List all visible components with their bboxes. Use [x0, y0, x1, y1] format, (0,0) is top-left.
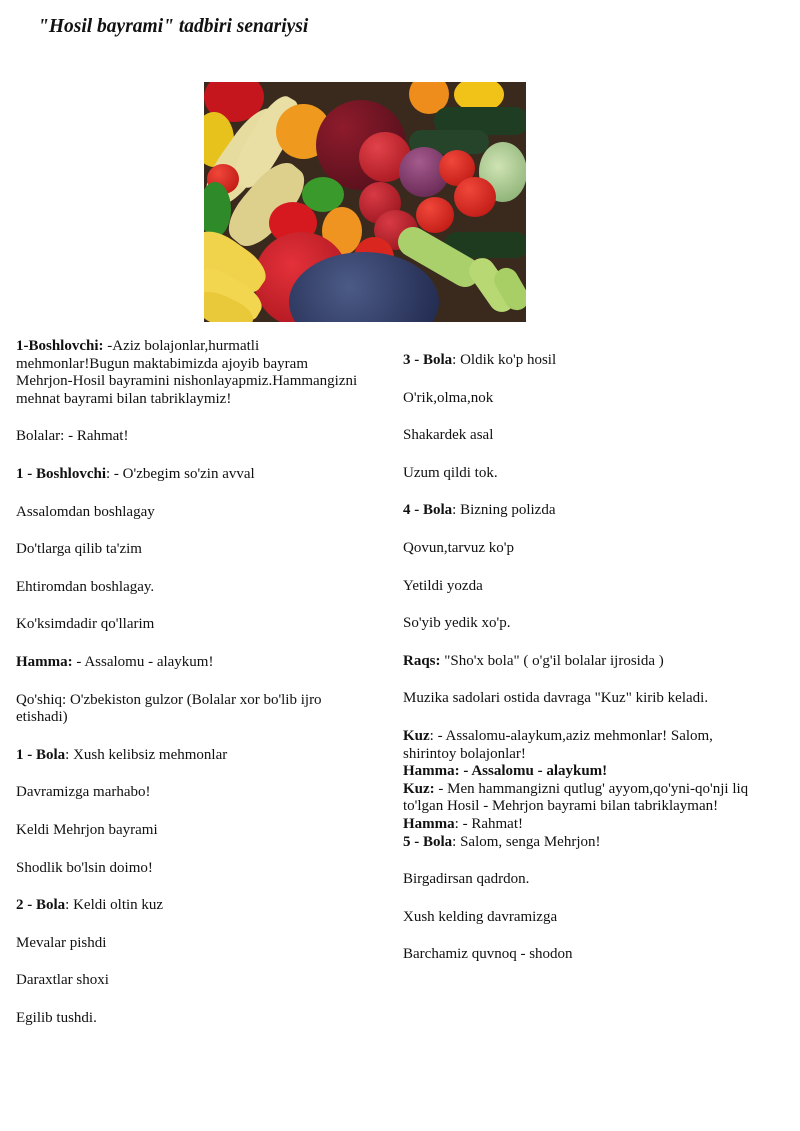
speaker-label: Kuz [403, 727, 430, 744]
speaker-label: 4 - Bola [403, 502, 453, 519]
line-text: Ko'ksimdadir qo'llarim [16, 616, 155, 633]
line-text: Muzika sadolari ostida davraga "Kuz" kirib keladi. [403, 690, 709, 707]
script-line [16, 935, 361, 953]
line-text: "Sho'x bola" ( o'g'il bolalar ijrosida ) [440, 652, 664, 669]
script-line [403, 728, 763, 763]
line-text: Assalomdan boshlagay [16, 503, 155, 520]
speaker-label: Raqs: [403, 652, 441, 669]
script-line [16, 466, 361, 484]
script-line [403, 909, 763, 927]
script-line [16, 338, 361, 408]
script-line [16, 579, 361, 597]
right-column [403, 352, 763, 984]
script-line [403, 946, 763, 964]
line-text: : Salom, senga Mehrjon! [452, 833, 601, 850]
script-line [16, 822, 361, 840]
line-text: Qo'shiq: O'zbekiston gulzor (Bolalar xor bo'lib ijro etishadi) [16, 691, 322, 726]
speaker-label: Kuz: [403, 780, 435, 797]
script-line [403, 578, 763, 596]
script-line [403, 871, 763, 889]
script-line [16, 692, 361, 727]
line-text: -Aziz bolajonlar,hurmatli mehmonlar!Bugun maktabimizda ajoyib bayram Mehrjon-Hosil bayramini nishonlayapmiz.Hammangizni mehnat bayrami bilan tabriklaymiz! [16, 338, 358, 407]
tomato-shape [454, 177, 496, 217]
line-text: Shodlik bo'lsin doimo! [16, 859, 153, 876]
script-line [403, 781, 763, 816]
line-text: So'yib yedik xo'p. [403, 615, 511, 632]
script-line [403, 502, 763, 520]
script-line [16, 972, 361, 990]
script-line [403, 465, 763, 483]
line-text: Qovun,tarvuz ko'p [403, 539, 515, 556]
line-text: Bolalar: - Rahmat! [16, 428, 129, 445]
script-line [403, 816, 763, 834]
line-text: Keldi Mehrjon bayrami [16, 821, 158, 838]
script-line [403, 352, 763, 370]
line-text: Shakardek asal [403, 427, 494, 444]
script-line [403, 763, 763, 781]
line-text: Barchamiz quvnoq - shodon [403, 946, 573, 963]
line-text: - Men hammangizni qutlug' ayyom,qo'yni-qo'nji liq to'lgan Hosil - Mehrjon bayrami bilan tabriklayman! [403, 780, 749, 815]
speaker-label: 5 - Bola [403, 833, 453, 850]
script-line [403, 390, 763, 408]
tomato-shape [416, 197, 454, 233]
line-text: Mevalar pishdi [16, 934, 107, 951]
line-text: Ehtiromdan boshlagay. [16, 578, 155, 595]
script-line [16, 428, 361, 446]
script-line [16, 654, 361, 672]
fruits-vegetables-image [204, 82, 526, 322]
document-title: "Hosil bayrami" tadbiri senariysi [38, 16, 309, 37]
script-line [16, 897, 361, 915]
line-text: Yetildi yozda [403, 577, 483, 594]
script-line [403, 540, 763, 558]
script-line [16, 504, 361, 522]
line-text: Uzum qildi tok. [403, 464, 498, 481]
line-text: : Xush kelibsiz mehmonlar [65, 746, 228, 763]
line-text: : Oldik ko'p hosil [452, 352, 557, 368]
line-text: : - O'zbegim so'zin avval [106, 465, 255, 482]
line-text: Do'tlarga qilib ta'zim [16, 541, 142, 558]
script-line [16, 616, 361, 634]
script-line [403, 615, 763, 633]
line-text: Daraxtlar shoxi [16, 972, 109, 989]
script-line [403, 690, 763, 708]
left-column [16, 338, 361, 1047]
line-text: : Bizning polizda [452, 502, 556, 519]
script-line [403, 834, 763, 852]
speaker-label: 1 - Bola [16, 746, 66, 763]
script-line [16, 541, 361, 559]
script-line [403, 427, 763, 445]
line-text: Xush kelding davramizga [403, 908, 558, 925]
line-text: : Keldi oltin kuz [65, 897, 164, 914]
line-text: Davramizga marhabo! [16, 784, 151, 801]
line-text: : - Assalomu-alaykum,aziz mehmonlar! Salom, shirintoy bolajonlar! [403, 727, 713, 762]
script-line [16, 784, 361, 802]
line-text: Egilib tushdi. [16, 1009, 97, 1026]
line-text: - Assalomu - alaykum! [72, 653, 214, 670]
speaker-label: Hamma: [16, 653, 73, 670]
line-text: : - Rahmat! [454, 815, 523, 832]
speaker-label: 3 - Bola [403, 352, 453, 368]
speaker-label: Hamma [403, 815, 455, 832]
script-line [16, 747, 361, 765]
line-text: O'rik,olma,nok [403, 389, 494, 406]
speaker-label: 1 - Boshlovchi [16, 465, 107, 482]
speaker-label: 2 - Bola [16, 897, 66, 914]
line-text: Birgadirsan qadrdon. [403, 871, 530, 888]
script-line [403, 653, 763, 671]
speaker-label: Hamma: - Assalomu - alaykum! [403, 763, 608, 780]
green-pepper-shape [204, 182, 231, 237]
script-line [16, 1010, 361, 1028]
script-line [16, 860, 361, 878]
speaker-label: 1-Boshlovchi: [16, 338, 104, 354]
